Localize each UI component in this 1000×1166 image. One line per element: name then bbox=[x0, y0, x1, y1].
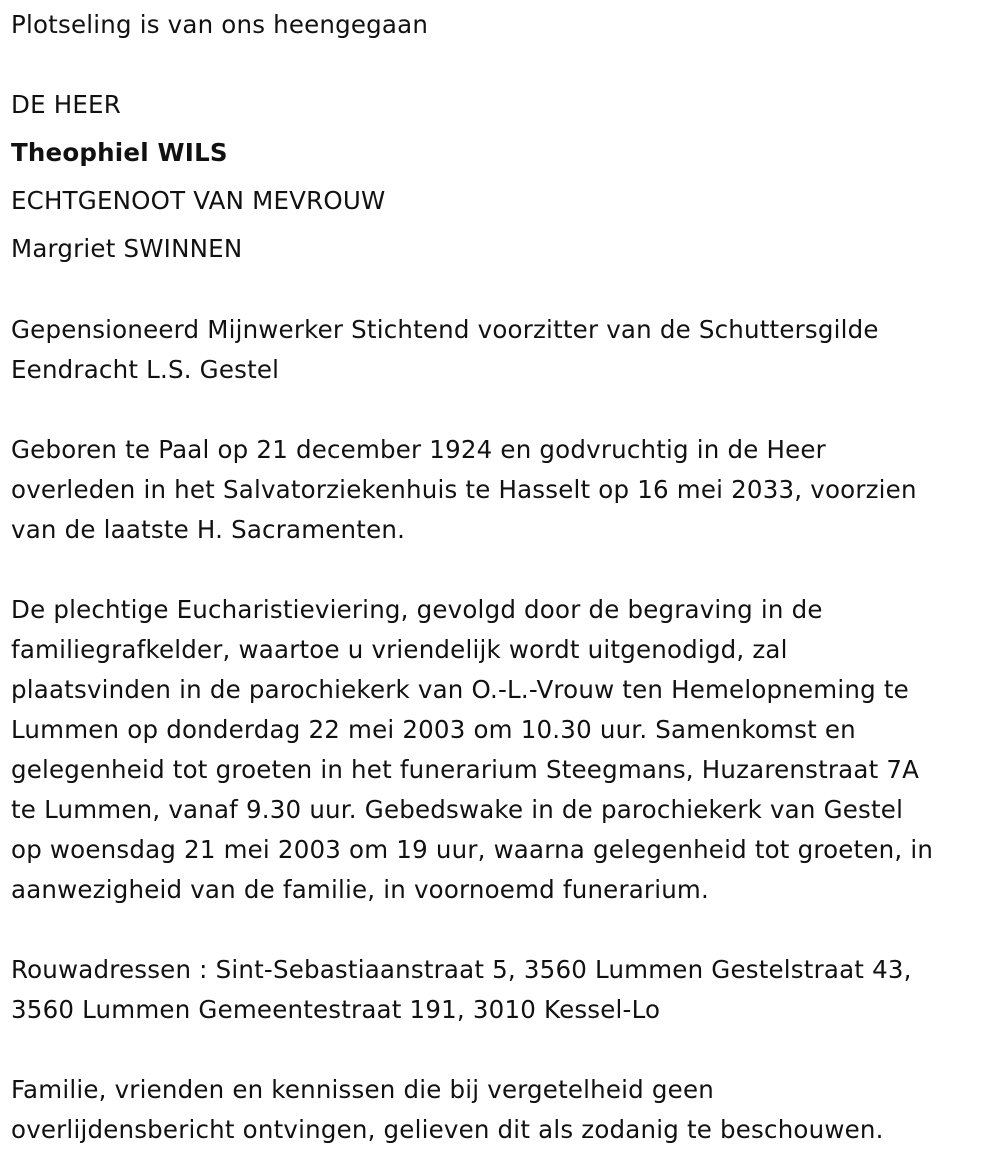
occupation-line: Eendracht L.S. Gestel bbox=[11, 355, 280, 384]
birth-death-line: Geboren te Paal op 21 december 1924 en godvruchtig in de Heer bbox=[11, 435, 826, 464]
intro-line: Plotseling is van ons heengegaan bbox=[11, 10, 429, 39]
occupation-paragraph bbox=[11, 310, 993, 390]
ceremony-line: gelegenheid tot groeten in het funerarium Steegmans, Huzarenstraat 7A bbox=[11, 755, 920, 784]
address-line: 3560 Lummen Gemeentestraat 191, 3010 Kessel-Lo bbox=[11, 995, 661, 1024]
ceremony-line: Lummen op donderdag 22 mei 2003 om 10.30 uur. Samenkomst en bbox=[11, 715, 856, 744]
ceremony-paragraph bbox=[11, 590, 993, 910]
closing-line: overlijdensbericht ontvingen, gelieven dit als zodanig te beschouwen. bbox=[11, 1115, 884, 1144]
birth-death-line: overleden in het Salvatorziekenhuis te Hasselt op 16 mei 2033, voorzien bbox=[11, 475, 917, 504]
relation-label: ECHTGENOOT VAN MEVROUW bbox=[11, 186, 386, 215]
ceremony-line: familiegrafkelder, waartoe u vriendelijk wordt uitgenodigd, zal bbox=[11, 635, 788, 664]
birth-death-paragraph bbox=[11, 430, 993, 550]
spouse-name: Margriet SWINNEN bbox=[11, 234, 243, 263]
ceremony-line: plaatsvinden in de parochiekerk van O.-L.-Vrouw ten Hemelopneming te bbox=[11, 675, 909, 704]
ceremony-line: aanwezigheid van de familie, in voornoemd funerarium. bbox=[11, 875, 709, 904]
address-line: Rouwadressen : Sint-Sebastiaanstraat 5, 3560 Lummen Gestelstraat 43, bbox=[11, 955, 912, 984]
occupation-line: Gepensioneerd Mijnwerker Stichtend voorzitter van de Schuttersgilde bbox=[11, 315, 879, 344]
ceremony-line: te Lummen, vanaf 9.30 uur. Gebedswake in de parochiekerk van Gestel bbox=[11, 795, 904, 824]
ceremony-line: De plechtige Eucharistieviering, gevolgd door de begraving in de bbox=[11, 595, 823, 624]
title-prefix: DE HEER bbox=[11, 90, 121, 119]
birth-death-line: van de laatste H. Sacramenten. bbox=[11, 515, 406, 544]
address-paragraph bbox=[11, 950, 993, 1030]
deceased-name: Theophiel WILS bbox=[11, 138, 228, 167]
ceremony-line: op woensdag 21 mei 2003 om 19 uur, waarna gelegenheid tot groeten, in bbox=[11, 835, 934, 864]
closing-paragraph bbox=[11, 1070, 993, 1150]
closing-line: Familie, vrienden en kennissen die bij vergetelheid geen bbox=[11, 1075, 714, 1104]
